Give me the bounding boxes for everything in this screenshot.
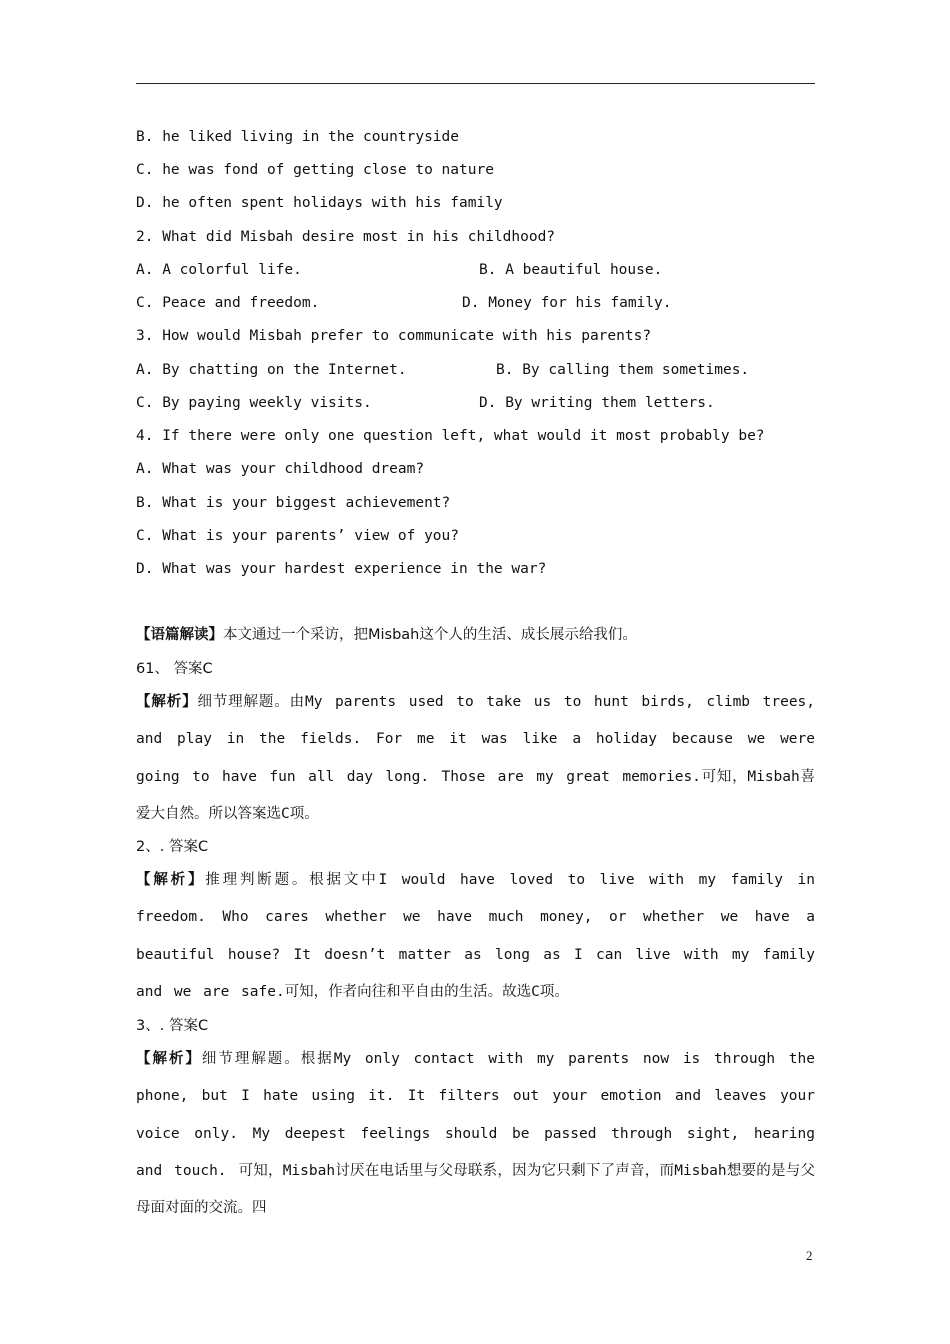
q4-option-c: C. What is your parents’ view of you? bbox=[136, 528, 460, 544]
q3-option-c: C. By paying weekly visits. bbox=[136, 395, 372, 411]
passage-intro bbox=[136, 625, 637, 645]
intro-text: 本文通过一个采访，把Misbah这个人的生活、成长展示给我们。 bbox=[223, 627, 637, 643]
answer-1-text: 细节理解题。由My parents used to take us to hunt birds, climb trees, and play in the fields. For me it was like a holiday because we were going to have fun all day long. Those are my great memories.可知，Misbah喜爱大自然。所以答案选C项。 bbox=[136, 694, 816, 822]
header-rule bbox=[136, 83, 815, 84]
answer-1-analysis bbox=[136, 684, 815, 833]
q3-option-a: A. By chatting on the Internet. bbox=[136, 362, 407, 378]
q4-option-b: B. What is your biggest achievement? bbox=[136, 495, 451, 511]
q2-option-a: A. A colorful life. bbox=[136, 262, 302, 278]
q3-stem: 3. How would Misbah prefer to communicate with his parents? bbox=[136, 328, 652, 344]
answer-3-heading: 3、. 答案C bbox=[136, 1018, 209, 1034]
q3-option-b: B. By calling them sometimes. bbox=[496, 362, 750, 378]
q4-option-a: A. What was your childhood dream? bbox=[136, 461, 425, 477]
q2-option-c: C. Peace and freedom. bbox=[136, 295, 320, 311]
q4-stem: 4. If there were only one question left, what would it most probably be? bbox=[136, 428, 765, 444]
answer-3-analysis bbox=[136, 1041, 815, 1227]
q2-option-b: B. A beautiful house. bbox=[479, 262, 663, 278]
answer-2-heading: 2、. 答案C bbox=[136, 839, 209, 855]
answer-3-tag: 【解析】 bbox=[136, 1051, 202, 1067]
q1-option-c: C. he was fond of getting close to nature bbox=[136, 162, 494, 178]
answer-1-heading: 61、 答案C bbox=[136, 661, 213, 677]
page-number: 2 bbox=[806, 1248, 813, 1263]
q2-option-d: D. Money for his family. bbox=[462, 295, 672, 311]
q2-stem: 2. What did Misbah desire most in his childhood? bbox=[136, 229, 556, 245]
intro-tag: 【语篇解读】 bbox=[136, 627, 223, 643]
answer-1-tag: 【解析】 bbox=[136, 694, 198, 710]
q1-option-b: B. he liked living in the countryside bbox=[136, 129, 460, 145]
q4-option-d: D. What was your hardest experience in the war? bbox=[136, 561, 547, 577]
answer-2-text: 推理判断题。根据文中I would have loved to live with my family in freedom. Who cares whether we have much money, or whether we have a beautiful house? It doesn’t matter as long as I can live with my family and we are safe.可知，作者向往和平自由的生活。故选C项。 bbox=[136, 872, 816, 1000]
q1-option-d: D. he often spent holidays with his family bbox=[136, 195, 503, 211]
answer-2-tag: 【解析】 bbox=[136, 872, 206, 888]
q3-option-d: D. By writing them letters. bbox=[479, 395, 715, 411]
answer-2-analysis bbox=[136, 862, 815, 1011]
answer-3-text: 细节理解题。根据My only contact with my parents now is through the phone, but I hate using it. It filters out your emotion and leaves your voice only. My deepest feelings should be passed through sight, hearing and touch. 可知，Misbah讨厌在电话里与父母联系，因为它只剩下了声音，而Misbah想要的是与父母面对面的交流。四 bbox=[136, 1051, 815, 1217]
